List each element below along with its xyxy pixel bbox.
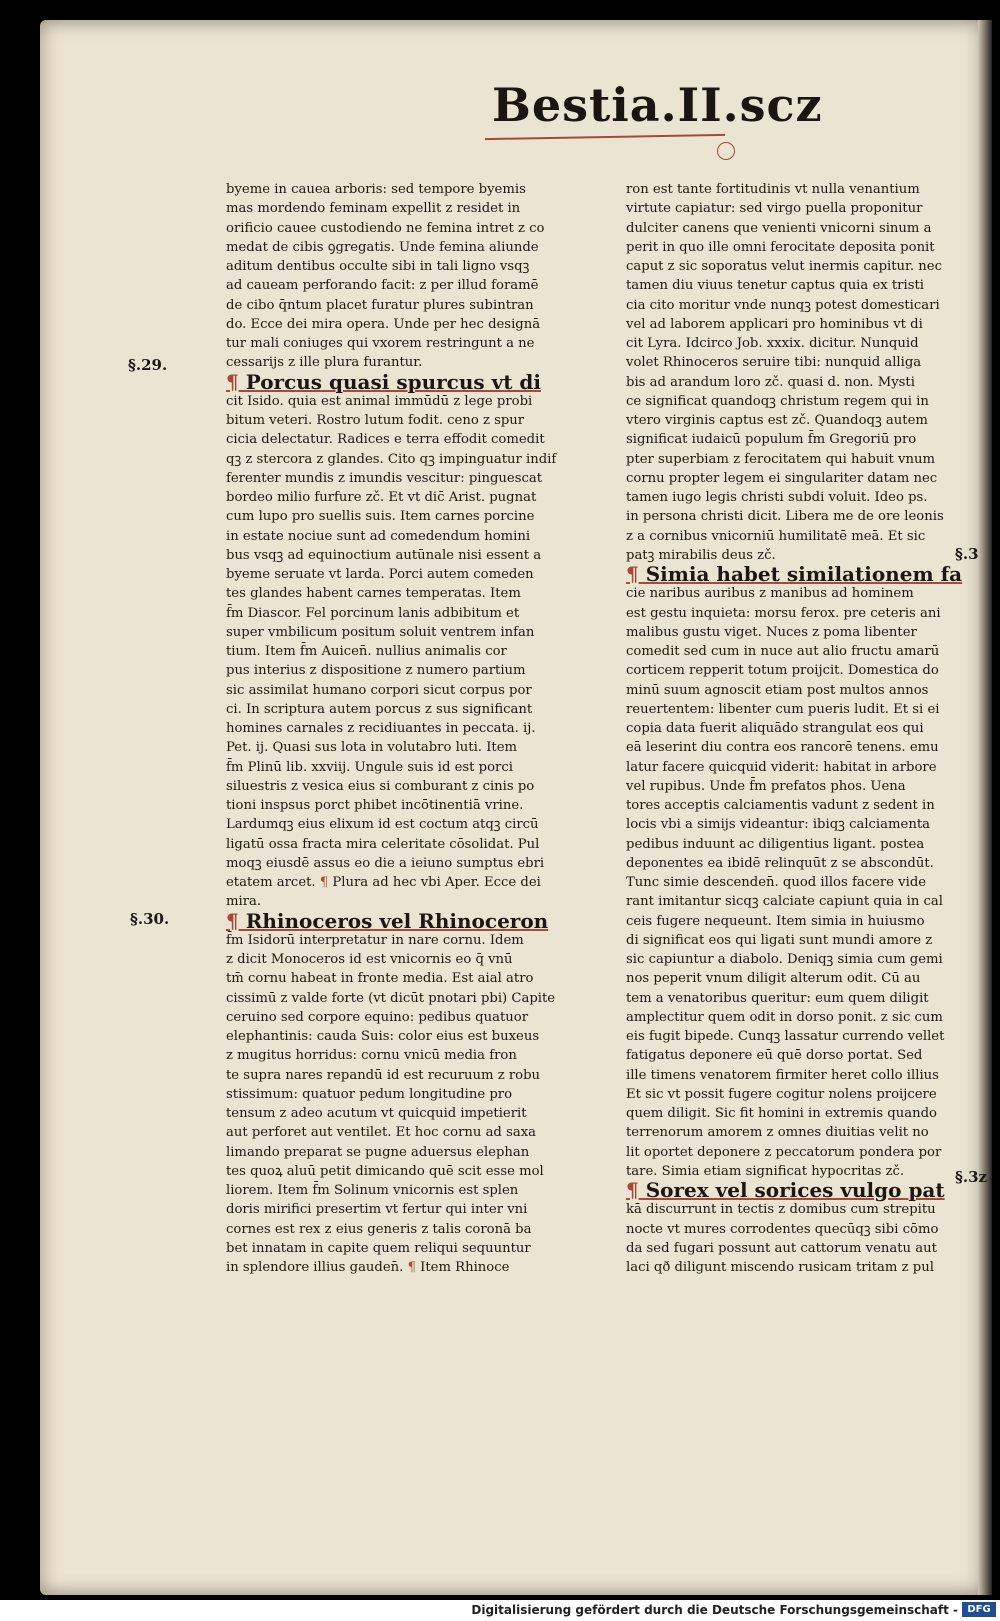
text-line: cissimū z valde forte (vt dicūt pnotari pbi) Capite	[226, 990, 556, 1006]
text-line: z a cornibus vnicorniū humilitatē meā. Et sic	[626, 528, 926, 544]
text-line: quem diligit. Sic fit homini in extremis quando	[626, 1106, 937, 1121]
text-line: cit Isido. quia est animal immūdū z lege probi	[226, 393, 533, 409]
text-line: ceis fugere nequeunt. Item simia in huiusmo	[626, 913, 925, 929]
text-line: vel ad laborem applicari pro hominibus vt di	[626, 316, 923, 332]
text-line: de cibo q̄ntum placet furatur plures subintran	[226, 297, 534, 313]
text-line: volet Rhinoceros seruire tibi: nunquid alliga	[626, 355, 922, 371]
entry-heading: ¶ Simia habet similationem fa	[626, 562, 963, 586]
digitization-footer	[0, 1600, 1000, 1621]
text-line: doris mirifici presertim vt fertur qui inter vni	[226, 1202, 528, 1218]
left-text-column	[226, 180, 591, 1277]
text-line: eā leserint diu contra eos rancorē tenens. emu	[626, 740, 939, 756]
text-line: Pet. ij. Quasi sus lota in volutabro luti. Item	[226, 740, 518, 756]
text-line: cie naribus auribus z manibus ad hominem	[626, 586, 914, 602]
text-line: elephantinis: cauda Suis: color eius est buxeus	[226, 1029, 540, 1044]
section-ref-right-lower: §.3z	[955, 1168, 988, 1186]
text-line: tium. Item f̄m Auicen̄. nullius animalis cor	[226, 644, 507, 659]
text-line: pus interius z dispositione z numero partium	[226, 663, 526, 679]
text-line: etatem arcet. ¶ Plura ad hec vbi Aper. Ecce dei	[226, 875, 541, 890]
rubric-circle-mark	[717, 142, 735, 160]
text-line: tare. Simia etiam significat hypocritas zč.	[626, 1163, 905, 1179]
dfg-logo: DFG	[962, 1602, 996, 1617]
pilcrow-mark: ¶	[226, 369, 239, 394]
text-line: ceruino sed corpore equino: pedibus quatuor	[226, 1009, 529, 1025]
section-ref-30: §.30.	[130, 910, 170, 928]
entry-heading: ¶ Sorex vel sorices vulgo pat	[626, 1178, 945, 1202]
text-line: laci qð diligunt miscendo rusicam tritam z pul	[626, 1260, 934, 1275]
text-line: cum lupo pro suellis suis. Item carnes porcine	[226, 509, 535, 525]
text-line: cia cito moritur vnde nunqꝫ potest domesticari	[626, 297, 940, 313]
text-line: locis vbi a simijs videantur: ibiqꝫ calciamenta	[626, 817, 930, 833]
text-line: limando preparat se pugne aduersus elephan	[226, 1144, 530, 1160]
text-line: ci. In scriptura autem porcus z sus significant	[226, 701, 533, 717]
text-line: deponentes ea ibidē relinquūt z se abscondūt.	[626, 855, 934, 871]
text-line: virtute capiatur: sed virgo puella proponitur	[626, 201, 923, 217]
text-line: tm̄ cornu habeat in fronte media. Est aial atro	[226, 971, 534, 987]
text-line: corticem repperit totum proijcit. Domestica do	[626, 663, 939, 679]
text-line: tur mali coniuges qui vxorem restringunt a ne	[226, 336, 535, 351]
text-line: tioni inspsus porct phibet incōtinentiā vrine.	[226, 798, 524, 813]
text-line: super vmbilicum positum soluit ventrem infan	[226, 624, 535, 640]
text-line: kā discurrunt in tectis z domibus cum strepitu	[626, 1202, 936, 1218]
text-line: tensum z adeo acutum vt quicquid impetierit	[226, 1106, 527, 1121]
text-line: amplectitur quem odit in dorso ponit. z sic cum	[626, 1009, 943, 1025]
text-line: ligatū ossa fracta mira celeritate cōsolidat. Pul	[226, 836, 540, 852]
text-line: liorem. Item f̄m Solinum vnicornis est splen	[226, 1183, 519, 1198]
text-line: lit oportet deponere z peccatorum pondera por	[626, 1144, 942, 1160]
text-line: cessarijs z ille plura furantur.	[226, 355, 423, 371]
text-line: in estate nociue sunt ad comedendum homini	[226, 528, 531, 544]
text-line: bitum veteri. Rostro lutum fodit. ceno z spur	[226, 413, 525, 428]
text-line: bis ad arandum loro zč. quasi d. non. Mysti	[626, 374, 915, 390]
text-line: nos peperit vnum diligit alterum odit. Cū au	[626, 971, 921, 987]
text-line: dulciter canens que venienti vnicorni sinum a	[626, 220, 932, 236]
text-line: Tunc simie descenden̄. quod illos facere vide	[626, 875, 927, 890]
text-line: tamen diu viuus tenetur captus quia ex tristi	[626, 278, 924, 294]
text-line: ad caueam perforando facit: z per illud foramē	[226, 278, 539, 294]
pilcrow-mark: ¶	[626, 562, 639, 586]
text-line: sic assimilat humano corpori sicut corpus por	[226, 682, 532, 698]
text-line: mira.	[226, 894, 262, 910]
text-line: rant imitantur sicqꝫ calciate capiunt quia in cal	[626, 894, 943, 910]
text-line: terrenorum amorem z omnes diuitias velit no	[626, 1125, 929, 1141]
text-line: fatigatus deponere eū quē dorso portat. Sed	[626, 1048, 923, 1064]
text-line: tes glandes habent carnes temperatas. Item	[226, 586, 521, 602]
text-line: di significat eos qui ligati sunt mundi amore z	[626, 932, 933, 948]
text-line: cornu propter legem ei singulariter datam nec	[626, 470, 938, 486]
text-line: perit in quo ille omni ferocitate deposita ponit	[626, 239, 935, 255]
text-line: malibus gustu viget. Nuces z poma libenter	[626, 624, 917, 640]
text-line: caput z sic soporatus velut inermis capitur. nec	[626, 259, 942, 274]
text-line: byeme seruate vt larda. Porci autem comeden	[226, 567, 534, 582]
text-line: byeme in cauea arboris: sed tempore byemis	[226, 182, 526, 197]
text-line: bordeo milio furfure zč. Et vt dic̄ Arist. pugnat	[226, 490, 537, 505]
text-line: aditum dentibus occulte sibi in tali ligno vsqꝫ	[226, 259, 530, 274]
text-line: tes quoꝝ aluū petit dimicando quē scit esse mol	[226, 1163, 544, 1179]
text-line: stissimum: quatuor pedum longitudine pro	[226, 1086, 513, 1102]
text-line: mas mordendo feminam expellit z residet in	[226, 201, 521, 217]
text-line: z dicit Monoceros id est vnicornis eo q̄ vnū	[226, 952, 513, 967]
entry-heading: ¶ Porcus quasi spurcus vt di	[226, 369, 541, 394]
text-line: eis fugit bipede. Cunqꝫ lassatur currendo vellet	[626, 1029, 945, 1044]
text-line: f̄m Plinū lib. xxviij. Ungule suis id est porci	[226, 759, 513, 775]
text-line: z mugitus horridus: cornu vnicū media fron	[226, 1048, 517, 1064]
text-line: ron est tante fortitudinis vt nulla venantium	[626, 182, 920, 197]
text-line: pter superbiam z ferocitatem qui habuit vnum	[626, 451, 935, 467]
text-line: significat iudaicū populum f̄m Gregoriū pro	[626, 432, 917, 448]
text-line: cornes est rex z eius generis z talis coronā ba	[226, 1221, 532, 1237]
text-line: nocte vt mures corrodentes quecūqꝫ sibi cōmo	[626, 1221, 939, 1237]
text-line: in splendore illius gauden̄. ¶ Item Rhinoce	[226, 1260, 510, 1275]
text-line: f̄m Isidorū interpretatur in nare cornu. Idem	[226, 932, 524, 948]
text-line: te supra nares repandū id est recuruum z robu	[226, 1067, 541, 1083]
text-line: patꝫ mirabilis deus zč.	[626, 547, 776, 563]
pilcrow-mark: ¶	[226, 908, 239, 933]
text-line: tores acceptis calciamentis vadunt z sedent in	[626, 798, 935, 813]
text-line: cit Lyra. Idcirco Job. xxxix. dicitur. Nunquid	[626, 336, 919, 351]
page-heading: Bestia.II.scz	[492, 78, 823, 132]
text-line: moqꝫ eiusdē assus eo die a ieiuno sumptus ebri	[226, 855, 545, 871]
text-line: f̄m Diascor. Fel porcinum lanis adbibitum et	[226, 605, 520, 621]
text-line: ille timens venatorem firmiter heret collo illius	[626, 1067, 939, 1083]
text-line: siluestris z vesica eius si comburant z cinis po	[226, 778, 535, 794]
text-line: Lardumqꝫ eius elixum id est coctum atqꝫ circū	[226, 817, 539, 833]
text-line: aut perforet aut ventilet. Et hoc cornu ad saxa	[226, 1125, 536, 1141]
text-line: medat de cibis ꝯgregatis. Unde femina aliunde	[226, 239, 539, 255]
text-line: vtero virginis captus est zč. Quandoqꝫ autem	[626, 413, 928, 428]
text-line: tamen iugo legis christi subdi voluit. Ideo ps.	[626, 490, 928, 505]
footer-credit: Digitalisierung gefördert durch die Deutsche Forschungsgemeinschaft -	[471, 1603, 958, 1617]
book-page	[40, 20, 992, 1595]
text-line: reuertentem: libenter cum pueris ludit. Et si ei	[626, 701, 940, 717]
section-ref-29: §.29.	[128, 356, 168, 374]
text-line: qꝫ z stercora z glandes. Cito qꝫ impinguatur indif	[226, 451, 557, 467]
text-line: minū suum agnoscit etiam post multos annos	[626, 682, 929, 698]
rubric-underline	[485, 134, 725, 140]
text-line: latur facere quicquid viderit: habitat in arbore	[626, 759, 937, 775]
text-line: est gestu inquieta: morsu ferox. pre ceteris ani	[626, 605, 941, 621]
text-line: in persona christi dicit. Libera me de ore leonis	[626, 509, 944, 525]
entry-heading: ¶ Rhinoceros vel Rhinoceron	[226, 908, 549, 933]
text-line: homines carnales z recidiuantes in peccata. ij.	[226, 721, 536, 736]
right-text-column	[626, 180, 990, 1277]
text-line: vel rupibus. Unde f̄m prefatos phos. Uena	[626, 778, 906, 794]
text-line: cicia delectatur. Radices e terra effodit comedit	[226, 432, 545, 448]
text-line: pedibus induunt ac diligentius ligant. postea	[626, 836, 925, 852]
text-line: bet innatam in capite quem reliqui sequuntur	[226, 1240, 531, 1256]
text-line: Et sic vt possit fugere cogitur nolens proijcere	[626, 1086, 937, 1102]
pilcrow-mark: ¶	[407, 1260, 416, 1275]
pilcrow-mark: ¶	[626, 1178, 639, 1202]
text-line: da sed fugari possunt aut cattorum venatu aut	[626, 1240, 937, 1256]
text-line: tem a venatoribus queritur: eum quem diligit	[626, 990, 929, 1006]
text-line: do. Ecce dei mira opera. Unde per hec designā	[226, 316, 541, 332]
text-line: ce significat quandoqꝫ christum regem qui in	[626, 393, 929, 409]
pilcrow-mark: ¶	[319, 875, 329, 890]
text-line: orificio cauee custodiendo ne femina intret z co	[226, 220, 545, 236]
section-ref-right-upper: §.3	[955, 545, 979, 563]
text-line: ferenter mundis z imundis vescitur: pinguescat	[226, 470, 543, 486]
text-line: copia data fuerit aliquādo strangulat eos qui	[626, 721, 924, 736]
text-line: sic capiuntur a diabolo. Deniqꝫ simia cum gemi	[626, 952, 943, 967]
text-line: bus vsqꝫ ad equinoctium autūnale nisi essent a	[226, 547, 542, 563]
text-line: comedit sed cum in nuce aut alio fructu amarū	[626, 644, 940, 659]
